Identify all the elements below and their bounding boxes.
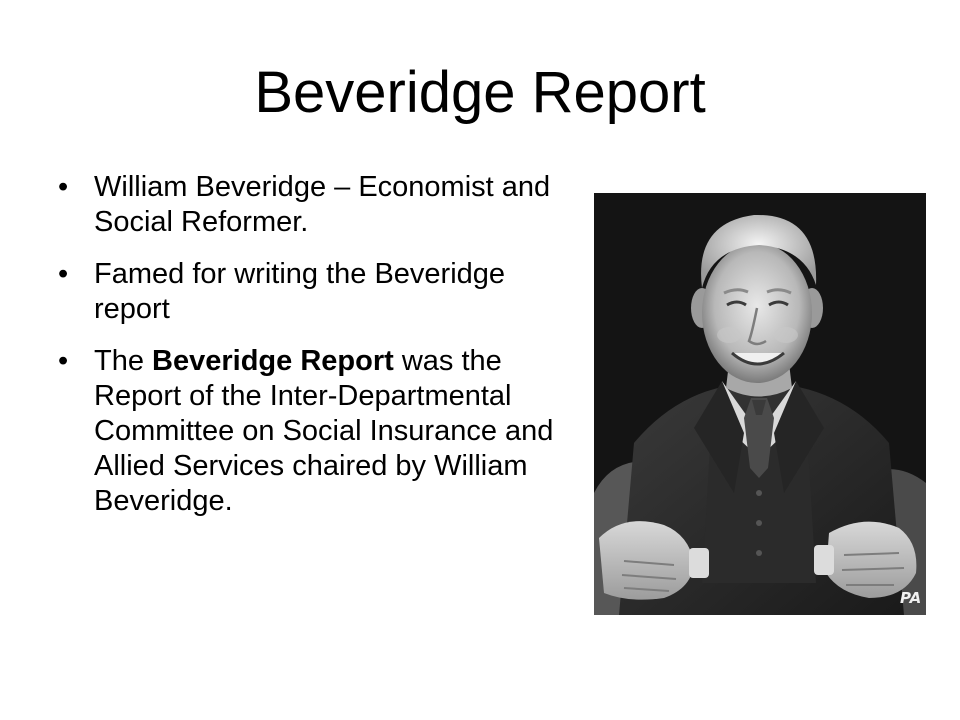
bullet-list — [58, 170, 578, 536]
bullet-text — [94, 345, 553, 517]
bullet-dot: • — [58, 345, 69, 377]
bullet-item — [58, 344, 578, 519]
button — [756, 550, 762, 556]
portrait-illustration — [594, 193, 926, 615]
cheek-left — [717, 327, 741, 343]
bullet-dot: • — [58, 171, 69, 203]
photo-credit: PA — [900, 589, 922, 607]
button — [756, 490, 762, 496]
bullet-text: William Beveridge – Economist and Social Reformer. — [94, 171, 551, 238]
bullet-item — [58, 170, 578, 240]
bullet-text-start: The — [94, 345, 153, 377]
portrait-photo — [594, 193, 926, 615]
button — [756, 520, 762, 526]
cheek-right — [774, 327, 798, 343]
bullet-text-end: was the Report of the Inter-Departmental Committee on Social Insurance and Allied Services chaired by William Beveridge. — [94, 345, 554, 517]
bullet-text: Famed for writing the Beveridge report — [94, 258, 506, 325]
bullet-item — [58, 257, 578, 327]
bullet-bold-term: Beveridge Report — [152, 345, 394, 377]
hand-right — [826, 522, 916, 598]
slide-title: Beveridge Report — [254, 60, 706, 125]
cuff-right — [814, 545, 834, 575]
cuff-left — [689, 548, 709, 578]
bullet-dot: • — [58, 258, 69, 290]
